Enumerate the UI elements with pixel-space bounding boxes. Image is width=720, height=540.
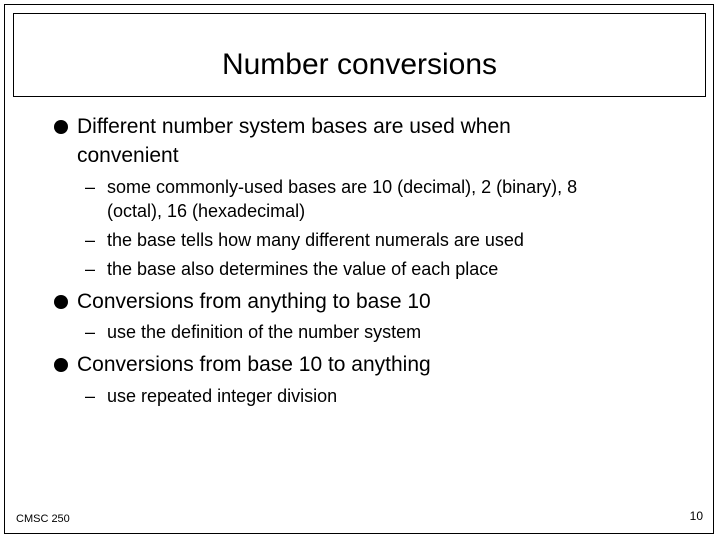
dash-marker: –: [85, 322, 96, 342]
slide-page-number: 10: [689, 509, 703, 523]
dash-marker: –: [85, 230, 96, 250]
bullet-dot: [54, 358, 68, 372]
footer-course-label: CMSC 250: [16, 513, 70, 525]
bullet-text-line: Conversions from base 10 to anything: [77, 353, 431, 376]
bullet-text-line: convenient: [77, 144, 179, 167]
subitem-text-line: use repeated integer division: [107, 386, 338, 406]
dash-marker: –: [85, 386, 96, 406]
slide-title: Number conversions: [221, 48, 498, 81]
dash-marker: –: [85, 259, 96, 279]
bullet-text-line: Different number system bases are used when: [77, 115, 511, 138]
bullet-dot: [54, 120, 68, 134]
dash-marker: –: [85, 177, 96, 197]
subitem-text-line: use the definition of the number system: [107, 322, 422, 342]
subitem-text-line: the base tells how many different numerals are used: [107, 230, 524, 250]
subitem-text-line: the base also determines the value of each place: [107, 259, 499, 279]
bullet-text-line: Conversions from anything to base 10: [77, 290, 431, 313]
subitem-text-line: some commonly-used bases are 10 (decimal), 2 (binary), 8: [107, 177, 578, 197]
bullet-dot: [54, 295, 68, 309]
subitem-text-line: (octal), 16 (hexadecimal): [107, 201, 306, 221]
title-box: [13, 13, 706, 97]
